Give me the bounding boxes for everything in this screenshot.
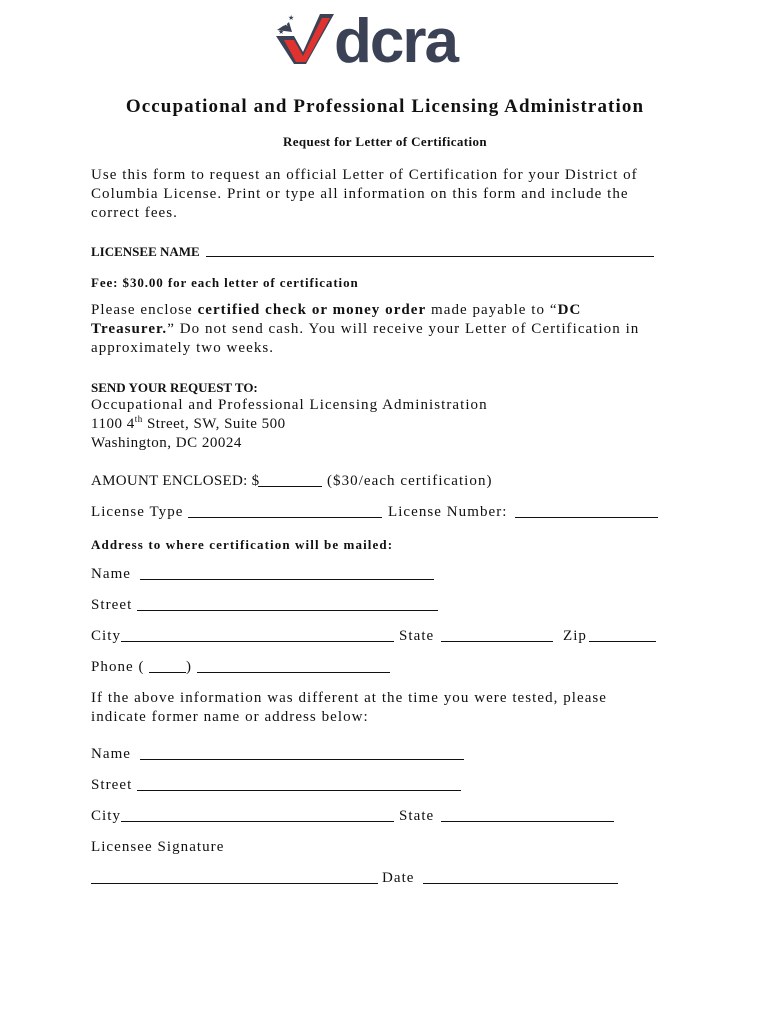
payment-method: certified check or money order bbox=[197, 302, 427, 318]
payment-line-3: approximately two weeks. bbox=[91, 340, 275, 356]
mail-street-field[interactable] bbox=[137, 610, 438, 611]
amount-note: ($30/each certification) bbox=[327, 473, 493, 489]
former-state-label: State bbox=[399, 808, 435, 824]
license-number-label: License Number: bbox=[388, 504, 508, 520]
payment-text-3: ” Do not send cash. You will receive your Letter of Certification in bbox=[167, 321, 640, 337]
payee-treasurer: Treasurer. bbox=[91, 321, 168, 337]
licensee-name-label: LICENSEE NAME bbox=[91, 244, 200, 259]
former-name-label: Name bbox=[91, 746, 132, 762]
former-city-label: City bbox=[91, 808, 122, 824]
payment-line-1 bbox=[91, 301, 581, 320]
mail-city-label: City bbox=[91, 628, 122, 644]
street-ordinal: th bbox=[134, 414, 143, 424]
page-subtitle: Request for Letter of Certification bbox=[282, 134, 488, 149]
license-type-label: License Type bbox=[91, 504, 184, 520]
mail-phone-area-field[interactable] bbox=[149, 672, 186, 673]
former-line-1: If the above information was different at the time you were tested, please bbox=[91, 690, 608, 706]
send-to-street bbox=[91, 415, 286, 434]
former-line-2: indicate former name or address below: bbox=[91, 709, 369, 725]
mail-name-label: Name bbox=[91, 566, 132, 582]
payment-text: Please enclose bbox=[91, 302, 198, 318]
mail-phone-field[interactable] bbox=[197, 672, 390, 673]
amount-label: AMOUNT ENCLOSED: $ bbox=[91, 473, 260, 489]
svg-text:★: ★ bbox=[278, 28, 285, 36]
signature-label: Licensee Signature bbox=[91, 839, 225, 855]
former-state-field[interactable] bbox=[441, 821, 614, 822]
logo-text: dcra bbox=[334, 7, 457, 70]
svg-text:★: ★ bbox=[288, 14, 295, 22]
mail-section-heading: Address to where certification will be mailed: bbox=[91, 537, 394, 552]
date-label: Date bbox=[382, 870, 415, 886]
mail-phone-label: Phone ( bbox=[91, 659, 145, 675]
send-to-label: SEND YOUR REQUEST TO: bbox=[91, 380, 258, 395]
star-icons bbox=[278, 14, 294, 36]
licensee-name-field[interactable] bbox=[206, 256, 654, 257]
mail-city-field[interactable] bbox=[121, 641, 394, 642]
mail-zip-field[interactable] bbox=[589, 641, 656, 642]
intro-line-1: Use this form to request an official Letter of Certification for your District of bbox=[91, 167, 638, 183]
mail-street-label: Street bbox=[91, 597, 133, 613]
mail-phone-paren: ) bbox=[186, 659, 193, 675]
fee-text: Fee: $30.00 for each letter of certification bbox=[91, 275, 359, 290]
page-title: Occupational and Professional Licensing Administration bbox=[125, 96, 645, 117]
payment-line-2 bbox=[91, 320, 639, 339]
street-number: 1100 4 bbox=[91, 416, 135, 432]
former-street-field[interactable] bbox=[137, 790, 461, 791]
mail-state-label: State bbox=[399, 628, 435, 644]
mail-zip-label: Zip bbox=[563, 628, 587, 644]
mail-state-field[interactable] bbox=[441, 641, 553, 642]
dcra-logo-graphic bbox=[270, 6, 470, 70]
license-type-field[interactable] bbox=[188, 517, 382, 518]
payment-text-2: made payable to “ bbox=[426, 302, 558, 318]
amount-field[interactable] bbox=[258, 486, 322, 487]
intro-line-2: Columbia License. Print or type all information on this form and include the bbox=[91, 186, 629, 202]
send-to-city: Washington, DC 20024 bbox=[91, 435, 242, 451]
mail-name-field[interactable] bbox=[140, 579, 434, 580]
intro-line-3: correct fees. bbox=[91, 205, 178, 221]
license-number-field[interactable] bbox=[515, 517, 658, 518]
former-name-field[interactable] bbox=[140, 759, 464, 760]
svg-text:★: ★ bbox=[282, 19, 290, 28]
signature-field[interactable] bbox=[91, 883, 378, 884]
former-street-label: Street bbox=[91, 777, 133, 793]
payee-dc: DC bbox=[557, 302, 582, 318]
former-city-field[interactable] bbox=[121, 821, 394, 822]
street-rest: Street, SW, Suite 500 bbox=[142, 416, 286, 432]
date-field[interactable] bbox=[423, 883, 618, 884]
dcra-logo bbox=[270, 6, 470, 70]
send-to-org: Occupational and Professional Licensing Administration bbox=[91, 397, 488, 413]
